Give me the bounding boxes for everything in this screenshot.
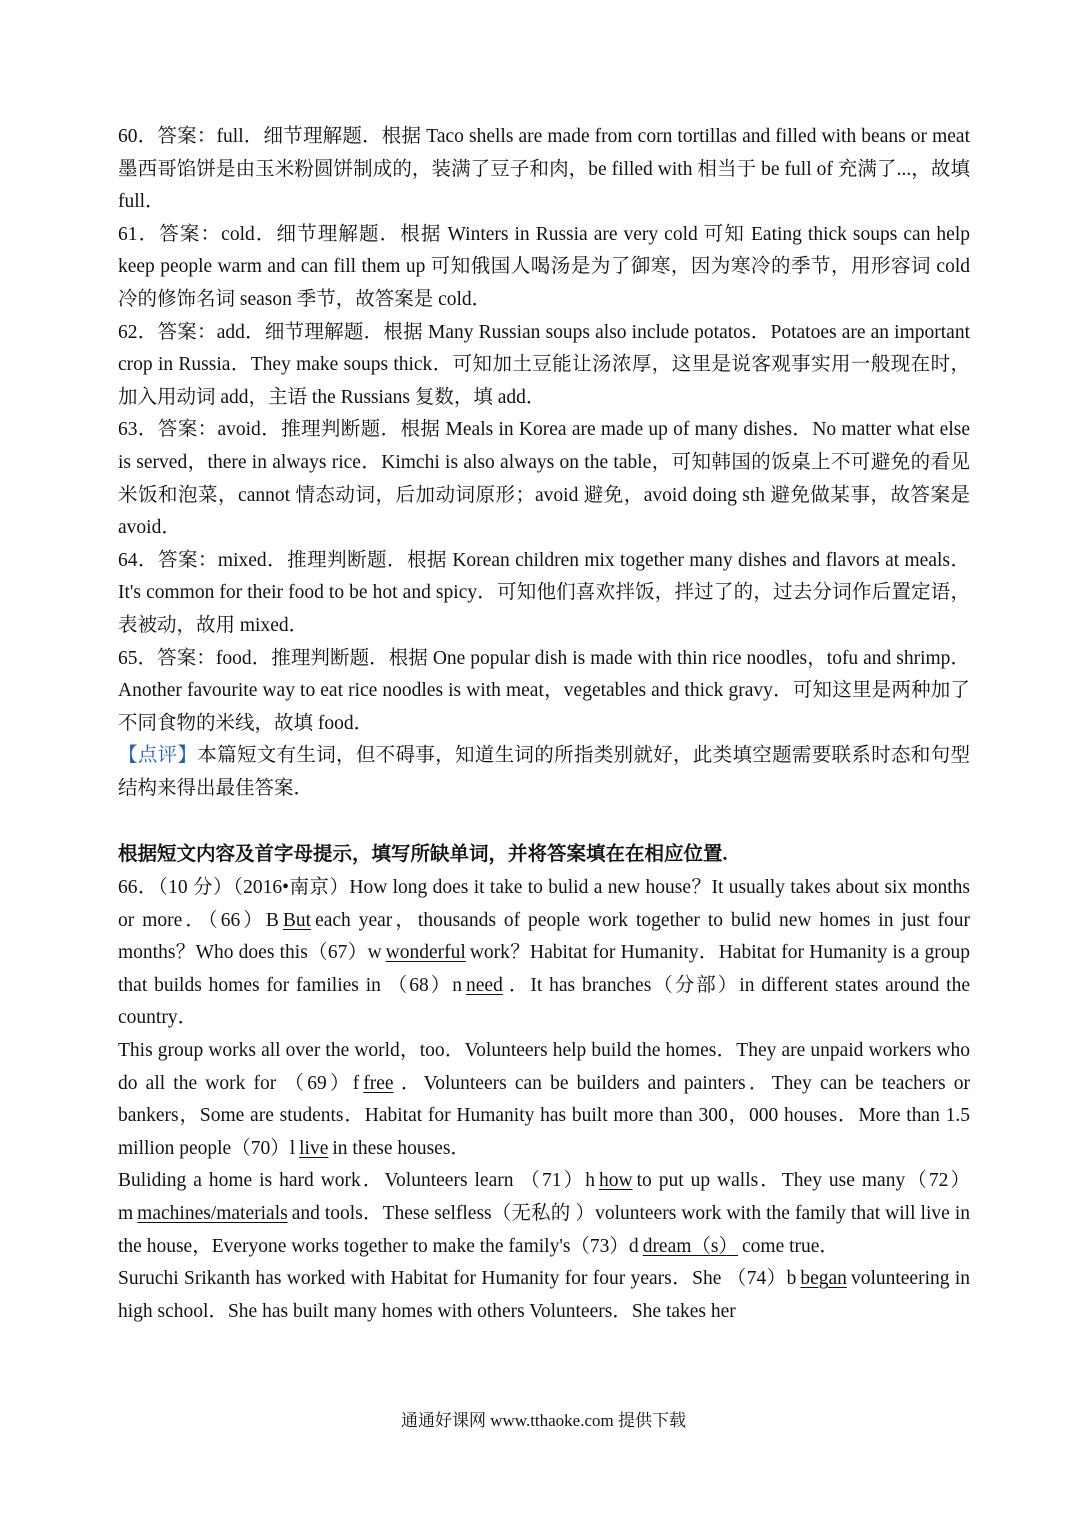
passage-paragraph-4 xyxy=(118,1263,970,1328)
passage-text: ．It has branches（分部）in different states around the country． xyxy=(118,974,970,1029)
passage-text: Buliding a home is hard work．Volunteers learn （71）h xyxy=(118,1170,595,1192)
answer-61: 61．答案：cold．细节理解题．根据 Winters in Russia are very cold 可知 Eating thick soups can help keep people warm and can fill them up 可知俄国人喝汤是为了御寒，因为寒冷的季节，用形容词 cold 冷的修饰名词 season 季节，故答案是 cold． xyxy=(118,223,970,310)
section-heading: 根据短文内容及首字母提示，填写所缺单词，并将答案填在在相应位置. xyxy=(118,844,728,866)
passage-text: each year，thousands of people work together to bulid new homes in just four months？Who does this（67）w xyxy=(118,909,970,964)
blank-68: need xyxy=(466,974,503,996)
answer-63: 63．答案：avoid．推理判断题．根据 Meals in Korea are made up of many dishes．No matter what else is served，there in always rice．Kimchi is also always on the table，可知韩国的饭桌上不可避免的看见米饭和泡菜，cannot 情态动词，后加动词原形；avoid 避免，avoid doing sth 避免做某事，故答案是 avoid． xyxy=(118,419,970,539)
answer-62: 62．答案：add．细节理解题．根据 Many Russian soups also include potatos．Potatoes are an important crop in Russia．They make soups thick．可知加土豆能让汤浓厚，这里是说客观事实用一般现在时，加入用动词 add，主语 the Russians 复数，填 add． xyxy=(118,321,970,408)
blank-73: dream（s） xyxy=(642,1235,738,1257)
passage-text: ．Volunteers can be builders and painters．They can be teachers or bankers，Some are students．Habitat for Humanity has built more than 300，000 houses．More than 1.5 million people（70）l xyxy=(118,1072,970,1159)
passage-text: to put up walls．They use many（72）m xyxy=(118,1170,970,1224)
blank-71: how xyxy=(598,1170,633,1192)
answer-60: 60．答案：full．细节理解题．根据 Taco shells are made from corn tortillas and filled with beans or meat 墨西哥馅饼是由玉米粉圆饼制成的，装满了豆子和肉，be filled with 相当于 be full of 充满了...，故填 full． xyxy=(118,126,970,213)
passage-paragraph-2 xyxy=(118,1035,970,1165)
passage-text: 66．（10 分）（2016•南京）How long does it take to bulid a new house？It usually takes about six months or more．（66）B xyxy=(118,877,970,931)
passage-text: and tools．These selfless（无私的 ）volunteers work with the family that will live in the house，Everyone works together to make the family's（73）d xyxy=(118,1203,970,1257)
passage-text: in these houses． xyxy=(332,1137,470,1159)
blank-72: machines/materials xyxy=(137,1203,288,1224)
blank-67: wonderful xyxy=(385,942,466,964)
passage-text: come true． xyxy=(742,1235,839,1257)
document-body xyxy=(118,121,970,1328)
passage-paragraph-1 xyxy=(118,872,970,1035)
blank-69: free xyxy=(363,1072,394,1094)
comment-label: 【点评】 xyxy=(118,745,198,767)
passage-text: Suruchi Srikanth has worked with Habitat for Humanity for four years．She （74）b xyxy=(118,1268,797,1290)
answer-64: 64．答案：mixed．推理判断题．根据 Korean children mix together many dishes and flavors at meals．It's common for their food to be hot and spicy．可知他们喜欢拌饭，拌过了的，过去分词作后置定语，表被动，故用 mixed． xyxy=(118,549,970,636)
passage-text: This group works all over the world，too．Volunteers help build the homes．They are unpaid workers who do all the work for （69）f xyxy=(118,1040,970,1094)
passage-text: volunteering in high school．She has built many homes with others Volunteers．She takes her xyxy=(118,1268,970,1322)
comment-text: 本篇短文有生词，但不碍事，知道生词的所指类别就好，此类填空题需要联系时态和句型结构来得出最佳答案． xyxy=(118,745,970,799)
section-gap xyxy=(118,805,970,839)
passage-text: work？Habitat for Humanity．Habitat for Humanity is a group that builds homes for families in （68）n xyxy=(118,942,970,996)
comment xyxy=(118,740,970,805)
blank-70: live xyxy=(299,1137,329,1159)
blank-66: But xyxy=(282,909,312,931)
answer-65: 65．答案：food．推理判断题．根据 One popular dish is made with thin rice noodles，tofu and shrimp．Another favourite way to eat rice noodles is with meat，vegetables and thick gravy．可知这里是两种加了不同食物的米线，故填 food． xyxy=(118,647,970,734)
page-footer: 通通好课网 www.tthaoke.com 提供下载 xyxy=(400,1411,687,1430)
blank-74: began xyxy=(800,1268,847,1290)
passage-paragraph-3 xyxy=(118,1165,970,1263)
